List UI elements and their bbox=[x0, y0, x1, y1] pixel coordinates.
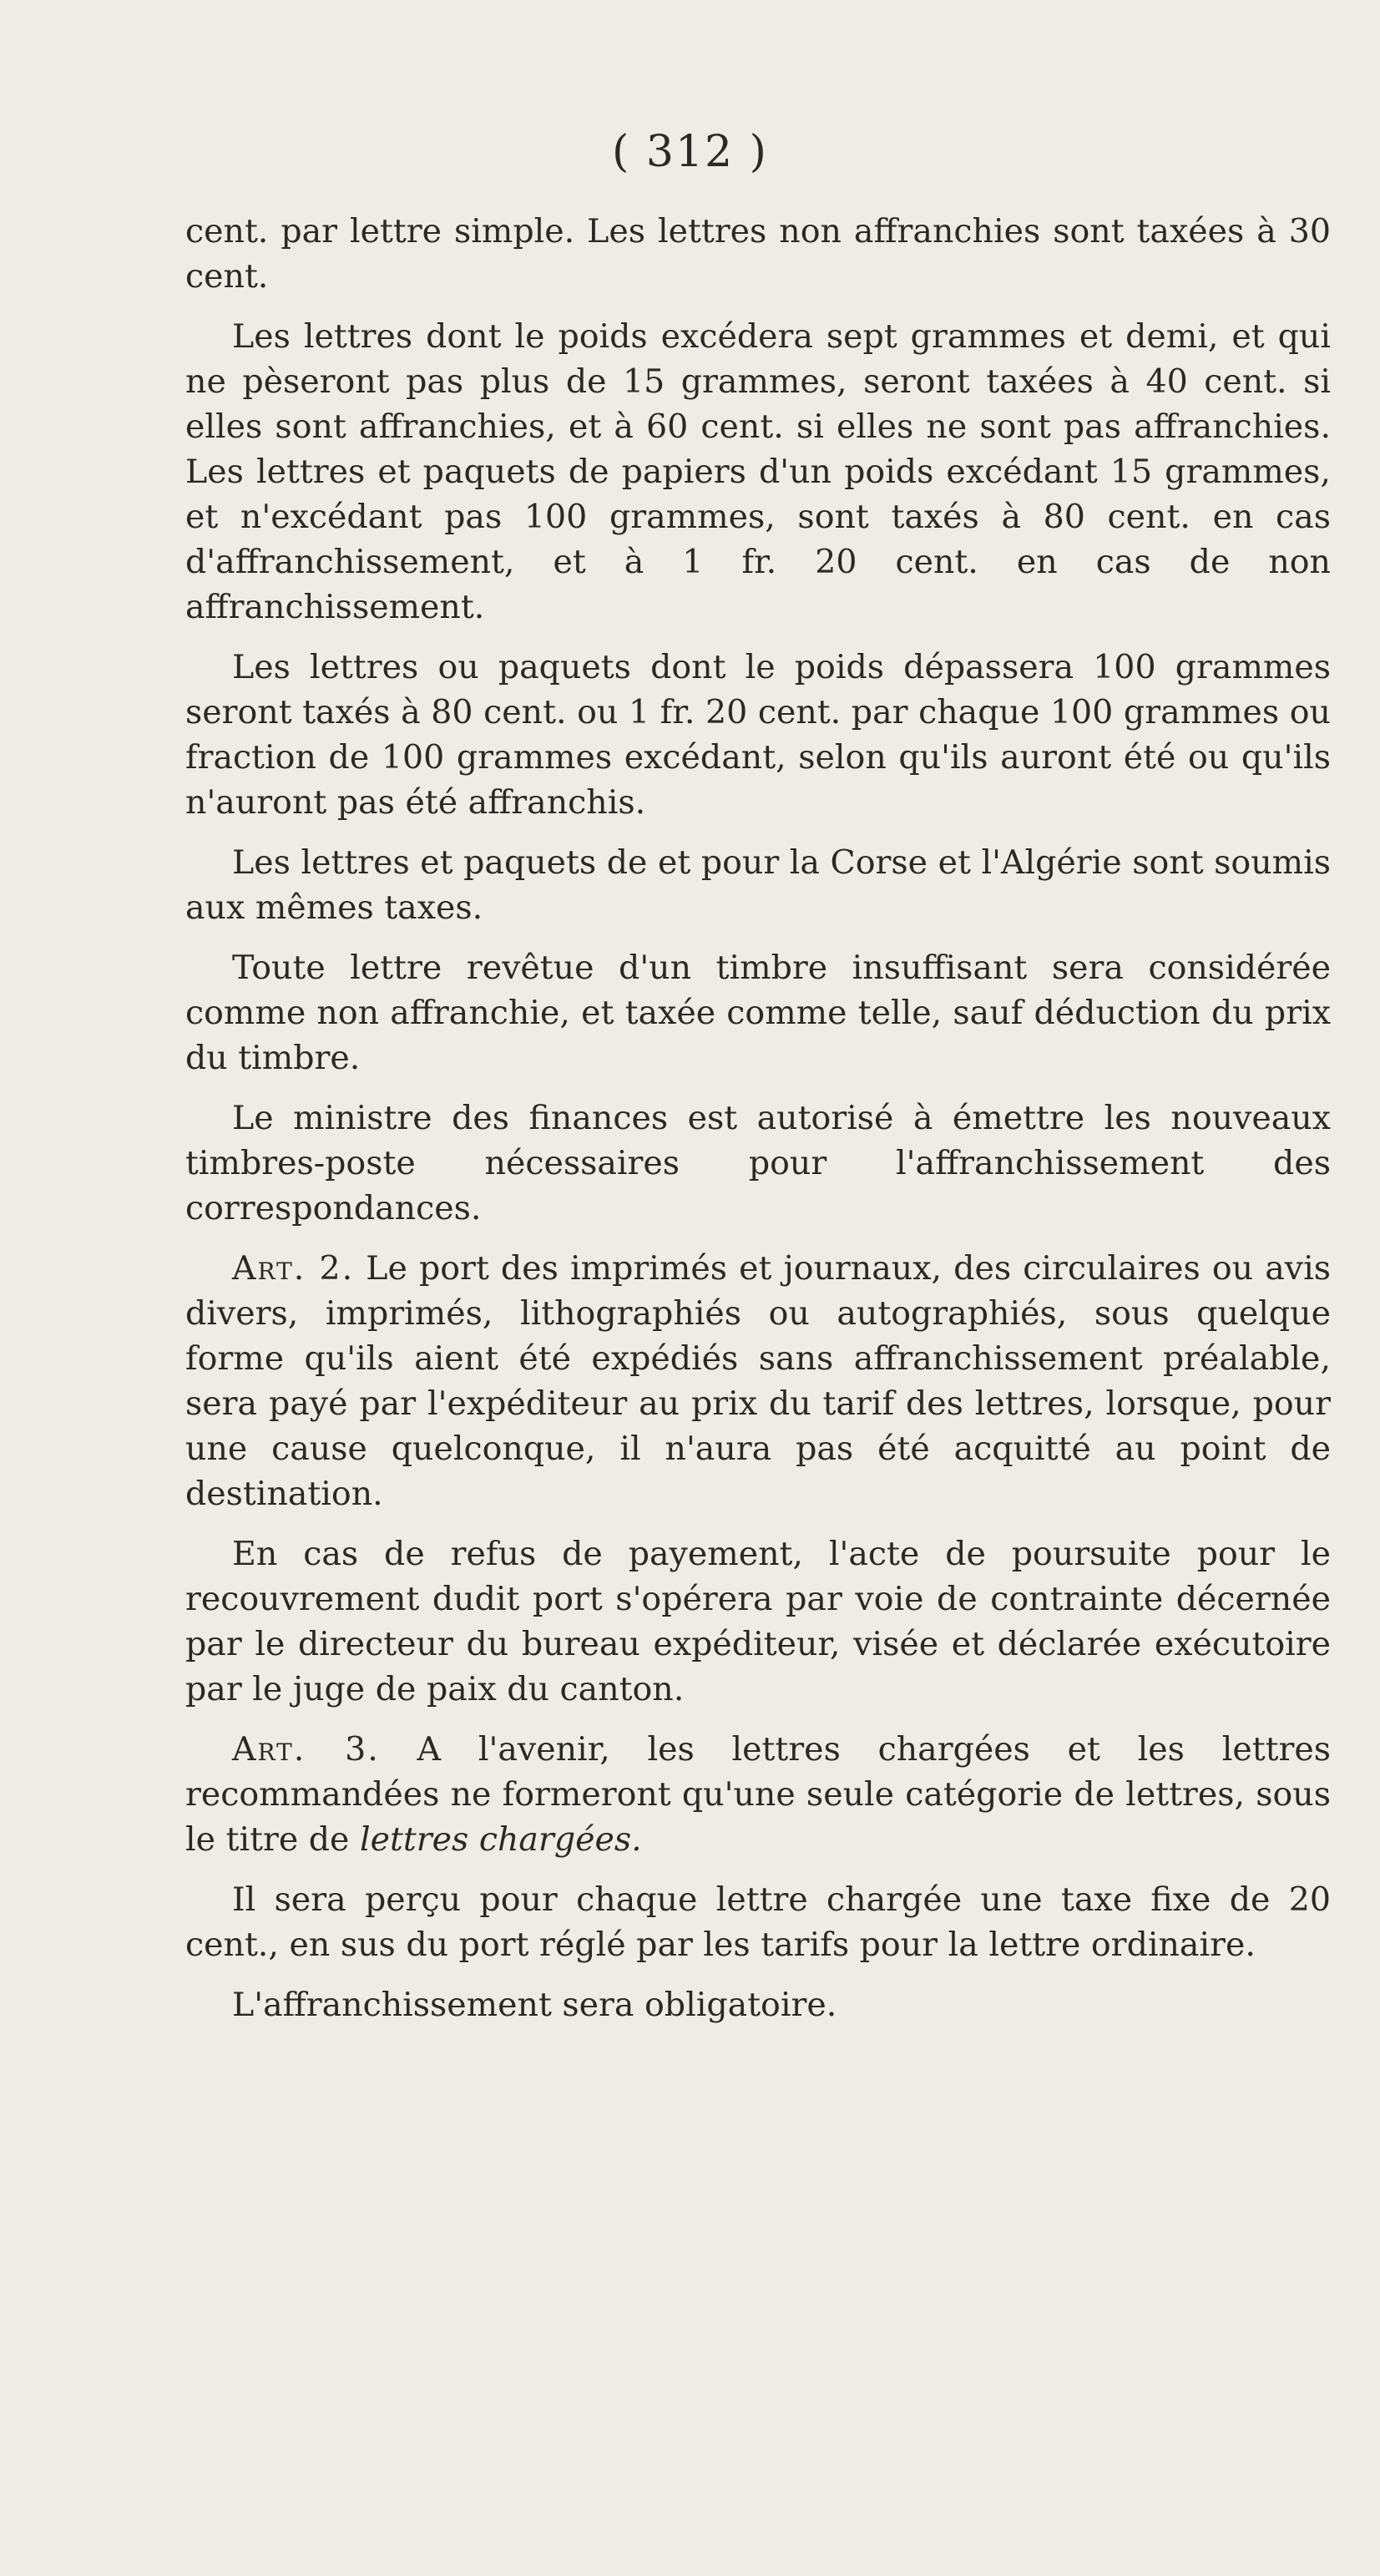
paragraph-text: cent. par lettre simple. Les lettres non affranchies sont taxées à 30 cent. bbox=[185, 212, 1331, 296]
paragraph-text: Les lettres dont le poids excédera sept grammes et demi, et qui ne pèseront pas plus de 15 grammes, seront taxées à 40 cent. si elles sont affranchies, et à 60 cent. si elles ne sont pas affranchies. Les lettres et paquets de papiers d'un poids excédant 15 grammes, et n'excédant pas 100 grammes, sont taxés à 80 cent. en cas d'affranchissement, et à 1 fr. 20 cent. en cas de non affranchissement. bbox=[185, 317, 1331, 626]
body-text bbox=[185, 209, 1331, 2042]
paragraph-text: Il sera perçu pour chaque lettre chargée une taxe fixe de 20 cent., en sus du port réglé par les tarifs pour la lettre ordinaire. bbox=[185, 1880, 1331, 1964]
paragraph-text: En cas de refus de payement, l'acte de poursuite pour le recouvrement dudit port s'opérera par voie de contrainte décernée par le directeur du bureau expéditeur, visée et déclarée exécutoire par le juge de paix du canton. bbox=[185, 1535, 1331, 1708]
italic-title: lettres chargées. bbox=[359, 1820, 642, 1859]
paragraph-3 bbox=[185, 645, 1331, 825]
article-label: Art. 2. bbox=[232, 1249, 355, 1288]
paragraph-article-3 bbox=[185, 1727, 1331, 1862]
paragraph-11 bbox=[185, 1982, 1331, 2027]
paragraph-5 bbox=[185, 945, 1331, 1081]
paragraph-text: Toute lettre revêtue d'un timbre insuffisant sera considérée comme non affranchie, et taxée comme telle, sauf déduction du prix du timbre. bbox=[185, 949, 1331, 1077]
paragraph-1 bbox=[185, 209, 1331, 299]
paragraph-text: Les lettres ou paquets dont le poids dépassera 100 grammes seront taxés à 80 cent. ou 1 fr. 20 cent. par chaque 100 grammes ou fraction de 100 grammes excédant, selon qu'ils auront été ou qu'ils n'auront pas été affranchis. bbox=[185, 648, 1331, 822]
paragraph-text: L'affranchissement sera obligatoire. bbox=[232, 1986, 837, 2024]
paragraph-article-2 bbox=[185, 1246, 1331, 1516]
paragraph-text: Le port des imprimés et journaux, des circulaires ou avis divers, imprimés, lithographiés ou autographiés, sous quelque forme qu'ils aient été expédiés sans affranchissement préalable, sera payé par l'expéditeur au prix du tarif des lettres, lorsque, pour une cause quelconque, il n'aura pas été acquitté au point de destination. bbox=[185, 1249, 1331, 1513]
page-number: ( 312 ) bbox=[612, 127, 768, 177]
paragraph-text: Le ministre des finances est autorisé à émettre les nouveaux timbres-poste nécessaires pour l'affranchissement des correspondances. bbox=[185, 1099, 1331, 1227]
article-label: Art. 3. bbox=[232, 1730, 380, 1769]
paragraph-8 bbox=[185, 1531, 1331, 1712]
paragraph-4 bbox=[185, 840, 1331, 930]
paragraph-text: Les lettres et paquets de et pour la Corse et l'Algérie sont soumis aux mêmes taxes. bbox=[185, 843, 1331, 927]
paragraph-6 bbox=[185, 1096, 1331, 1231]
paragraph-2 bbox=[185, 314, 1331, 630]
paragraph-text: A l'avenir, les lettres chargées et les lettres recommandées ne formeront qu'une seule catégorie de lettres, sous le titre de bbox=[185, 1730, 1331, 1859]
paragraph-10 bbox=[185, 1877, 1331, 1967]
